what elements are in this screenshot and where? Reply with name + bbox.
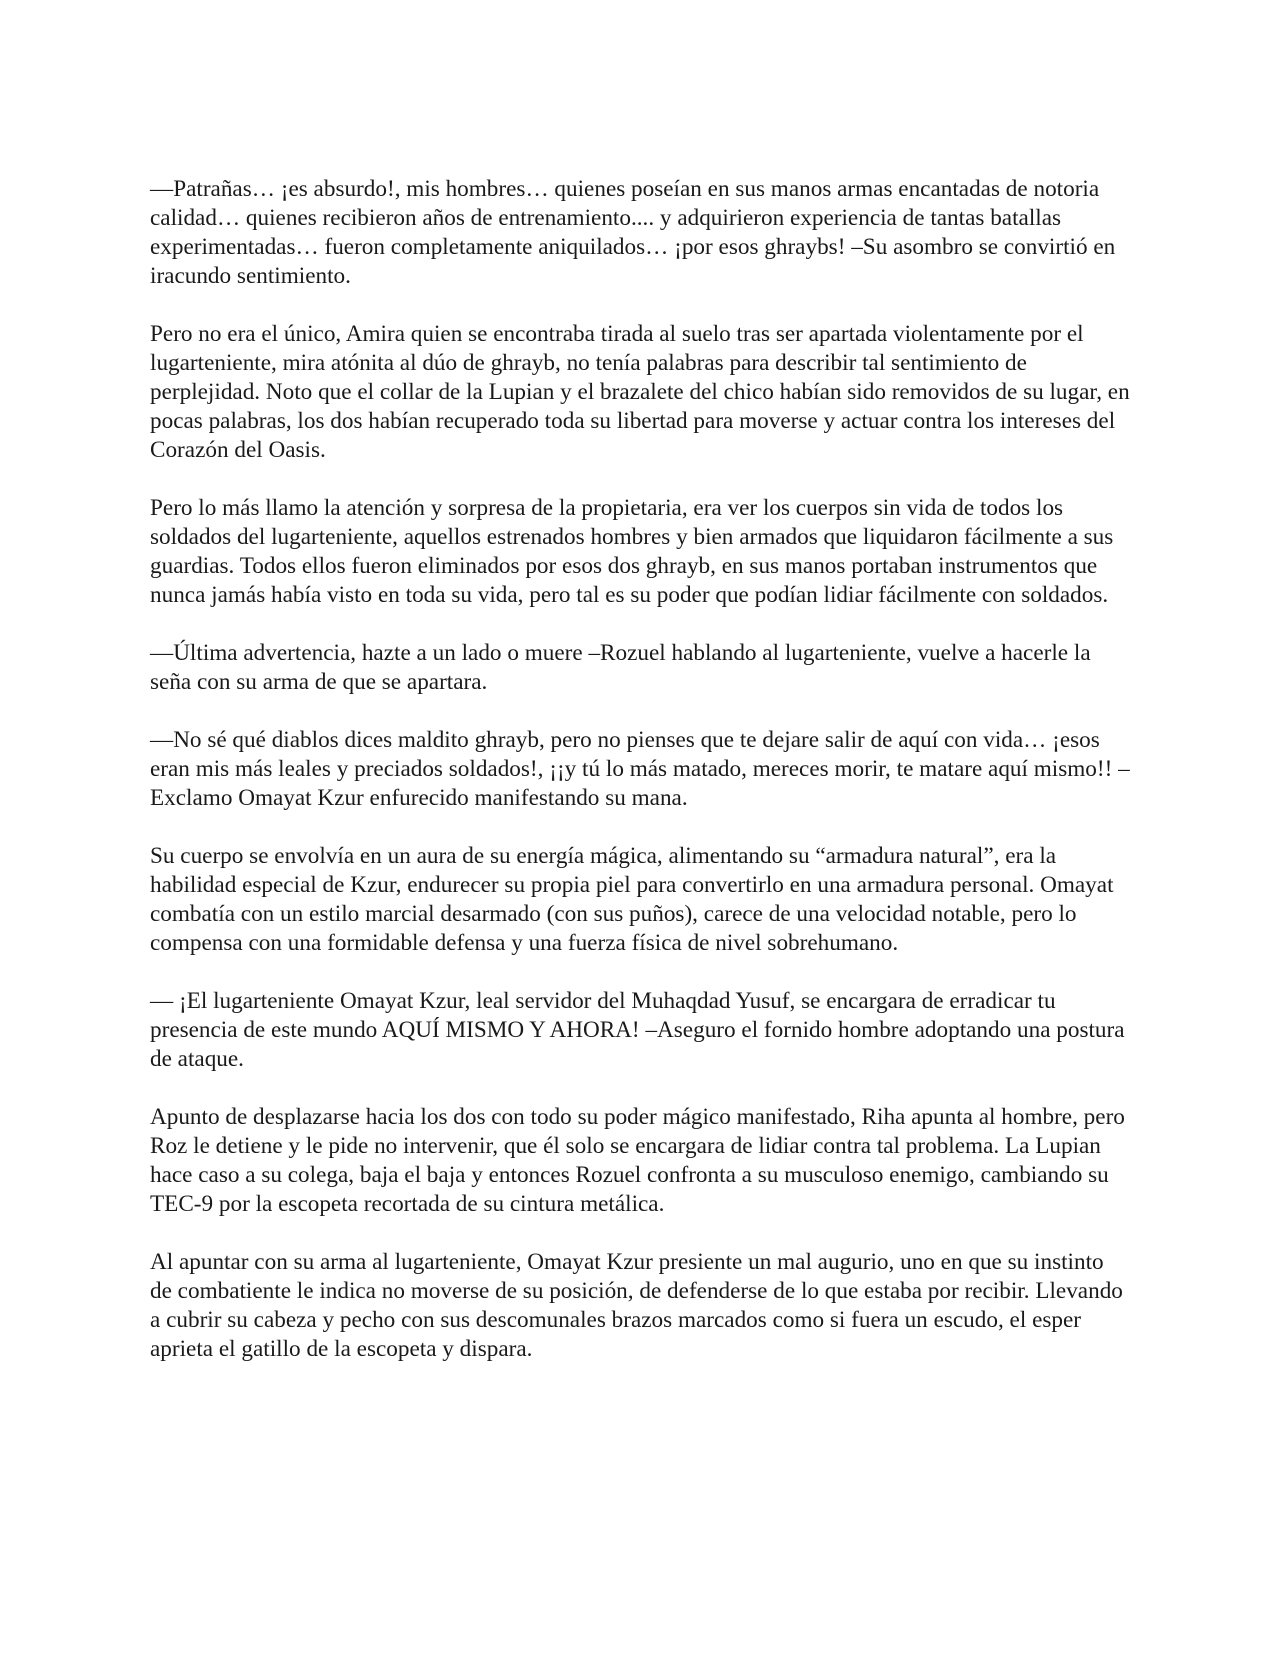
paragraph-4: —Última advertencia, hazte a un lado o muere –Rozuel hablando al lugarteniente, vuelve a hacerle la seña con su arma de que se apartara. (150, 640, 1091, 695)
paragraph-6: Su cuerpo se envolvía en un aura de su energía mágica, alimentando su “armadura natural”, era la habilidad especial de Kzur, endurecer su propia piel para convertirlo en una armadura personal. Omayat combatía con un estilo marcial desarmado (con sus puños), carece de una velocidad notable, pero lo compensa con una formidable defensa y una fuerza física de nivel sobrehumano. (150, 843, 1114, 956)
paragraph-1: —Patrañas… ¡es absurdo!, mis hombres… quienes poseían en sus manos armas encantadas de notoria calidad… quienes recibieron años de entrenamiento.... y adquirieron experiencia de tantas batallas experimentadas… fueron completamente aniquilados… ¡por esos ghraybs! –Su asombro se convirtió en iracundo sentimiento. (150, 176, 1116, 289)
paragraph-5: —No sé qué diablos dices maldito ghrayb, pero no pienses que te dejare salir de aquí con vida… ¡esos eran mis más leales y preciados soldados!, ¡¡y tú lo más matado, mereces morir, te matare aquí mismo!! –Exclamo Omayat Kzur enfurecido manifestando su mana. (150, 727, 1130, 811)
paragraph-8: Apunto de desplazarse hacia los dos con todo su poder mágico manifestado, Riha apunta al hombre, pero Roz le detiene y le pide no intervenir, que él solo se encargara de lidiar contra tal problema. La Lupian hace caso a su colega, baja el baja y entonces Rozuel confronta a su musculoso enemigo, cambiando su TEC-9 por la escopeta recortada de su cintura metálica. (150, 1104, 1125, 1217)
paragraph-7: — ¡El lugarteniente Omayat Kzur, leal servidor del Muhaqdad Yusuf, se encargara de erradicar tu presencia de este mundo AQUÍ MISMO Y AHORA! –Aseguro el fornido hombre adoptando una postura de ataque. (150, 988, 1125, 1072)
paragraph-2: Pero no era el único, Amira quien se encontraba tirada al suelo tras ser apartada violentamente por el lugarteniente, mira atónita al dúo de ghrayb, no tenía palabras para describir tal sentimiento de perplejidad. Noto que el collar de la Lupian y el brazalete del chico habían sido removidos de su lugar, en pocas palabras, los dos habían recuperado toda su libertad para moverse y actuar contra los intereses del Corazón del Oasis. (150, 321, 1130, 463)
document-page (150, 175, 1130, 1364)
paragraph-3: Pero lo más llamo la atención y sorpresa de la propietaria, era ver los cuerpos sin vida de todos los soldados del lugarteniente, aquellos estrenados hombres y bien armados que liquidaron fácilmente a sus guardias. Todos ellos fueron eliminados por esos dos ghrayb, en sus manos portaban instrumentos que nunca jamás había visto en toda su vida, pero tal es su poder que podían lidiar fácilmente con soldados. (150, 495, 1114, 608)
paragraph-9: Al apuntar con su arma al lugarteniente, Omayat Kzur presiente un mal augurio, uno en que su instinto de combatiente le indica no moverse de su posición, de defenderse de lo que estaba por recibir. Llevando a cubrir su cabeza y pecho con sus descomunales brazos marcados como si fuera un escudo, el esper aprieta el gatillo de la escopeta y dispara. (150, 1249, 1123, 1362)
